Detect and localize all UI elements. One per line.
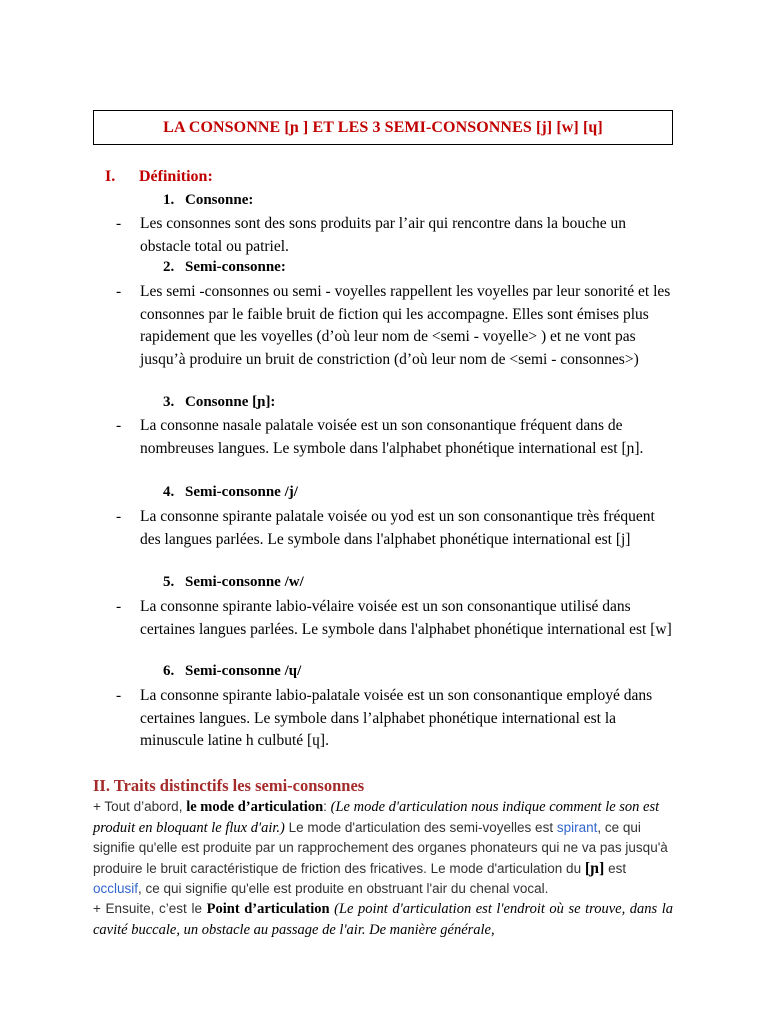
- bullet-paragraph-3: [116, 415, 676, 460]
- subheading-number: 3.: [163, 394, 175, 410]
- subheading-number: 6.: [163, 663, 175, 679]
- subheading-2: [163, 259, 286, 276]
- subheading-3: [163, 394, 275, 411]
- subheading-5: [163, 574, 304, 591]
- text-run: + Tout d’abord,: [93, 799, 187, 814]
- bullet-text: Les semi -consonnes ou semi - voyelles rappellent les voyelles par leur sonorité et les consonnes par le faible bruit de fiction qui les accompagne. Elles sont émises plus rapidement que les voyelles (d’où leur nom de <semi - voyelle> ) et ne vont pas jusqu’à produire un bruit de constriction (d’où leur nom de <semi - consonnes>): [140, 283, 671, 368]
- bullet-text: La consonne spirante labio-palatale voisée est un son consonantique employé dans certaines langues. Le symbole dans l’alphabet phonétique international est la minuscule latine h culbuté [ɥ].: [140, 687, 653, 749]
- text-run: Le mode d'articulation des semi-voyelles est: [284, 819, 557, 835]
- subheading-number: 1.: [163, 192, 175, 208]
- phonetic-symbol: [ɲ]: [584, 859, 605, 877]
- subheading-number: 2.: [163, 259, 175, 275]
- bullet-dash: -: [116, 215, 122, 232]
- bullet-text: La consonne nasale palatale voisée est un son consonantique fréquent dans de nombreuses langues. Le symbole dans l'alphabet phonétique international est [ɲ].: [140, 417, 644, 457]
- text-run: , ce qui signifie qu'elle est produite en obstruant l'air du chenal vocal.: [138, 881, 549, 896]
- bullet-paragraph-2: [116, 281, 676, 371]
- link-spirant[interactable]: spirant: [556, 819, 598, 835]
- bullet-paragraph-5: [116, 596, 676, 641]
- subheading-label: Semi-consonne /j/: [185, 484, 298, 500]
- section-1-title: Définition:: [139, 168, 213, 185]
- subheading-number: 4.: [163, 484, 175, 500]
- link-occlusif[interactable]: occlusif: [93, 881, 139, 896]
- text-run: + Ensuite, c’est le: [93, 901, 207, 916]
- bullet-dash: -: [116, 417, 122, 434]
- subheading-1: [163, 192, 253, 209]
- bullet-dash: -: [116, 598, 122, 615]
- section-2-paragraph-1: [93, 797, 673, 900]
- bullet-text: La consonne spirante labio-vélaire voisée est un son consonantique utilisé dans certaines langues parlées. Le symbole dans l'alphabet phonétique international est [w]: [140, 598, 672, 638]
- bullet-dash: -: [116, 687, 122, 704]
- subheading-label: Consonne [ɲ]:: [185, 394, 276, 410]
- bullet-dash: -: [116, 508, 122, 525]
- section-2-heading: II. Traits distinctifs les semi-consonnes: [93, 776, 365, 795]
- subheading-label: Semi-consonne /w/: [185, 574, 304, 590]
- section-1-heading: [105, 168, 213, 186]
- italic-definition: (Le mode d'articulation nous indique comment le son est produit en bloquant le flux d'air.): [93, 799, 660, 836]
- document-title: LA CONSONNE [ɲ ] ET LES 3 SEMI-CONSONNES [j] [w] [ɥ]: [163, 118, 603, 136]
- subheading-label: Semi-consonne /ɥ/: [185, 663, 302, 679]
- text-run: est: [604, 860, 627, 876]
- bullet-paragraph-6: [116, 685, 676, 753]
- text-run: :: [323, 799, 331, 814]
- italic-definition: (Le point d'articulation est l'endroit où se trouve, dans la cavité buccale, un obstacle au passage de l'air. De manière générale,: [93, 901, 673, 938]
- subheading-4: [163, 484, 298, 501]
- document-title-box: [93, 110, 673, 145]
- section-2-paragraph-2: [93, 899, 673, 940]
- term-mode-articulation: le mode d’articulation: [186, 799, 324, 815]
- bullet-dash: -: [116, 283, 122, 300]
- subheading-6: [163, 663, 301, 680]
- bullet-paragraph-1: [116, 213, 676, 258]
- term-point-articulation: Point d’articulation: [206, 901, 330, 917]
- subheading-label: Semi-consonne:: [185, 259, 286, 275]
- bullet-paragraph-4: [116, 506, 676, 551]
- section-1-number: I.: [105, 168, 116, 185]
- text-run: , ce qui signifie qu'elle est produite par un rapprochement des organes phonateurs qui ne va pas jusqu'à produire le bruit caractéristique de friction des fricatives. Le mode d'articulation du: [93, 819, 668, 876]
- subheading-label: Consonne:: [185, 192, 254, 208]
- bullet-text: La consonne spirante palatale voisée ou yod est un son consonantique très fréquent des langues parlées. Le symbole dans l'alphabet phonétique international est [j]: [140, 508, 655, 548]
- subheading-number: 5.: [163, 574, 175, 590]
- bullet-text: Les consonnes sont des sons produits par l’air qui rencontre dans la bouche un obstacle total ou patriel.: [140, 215, 626, 255]
